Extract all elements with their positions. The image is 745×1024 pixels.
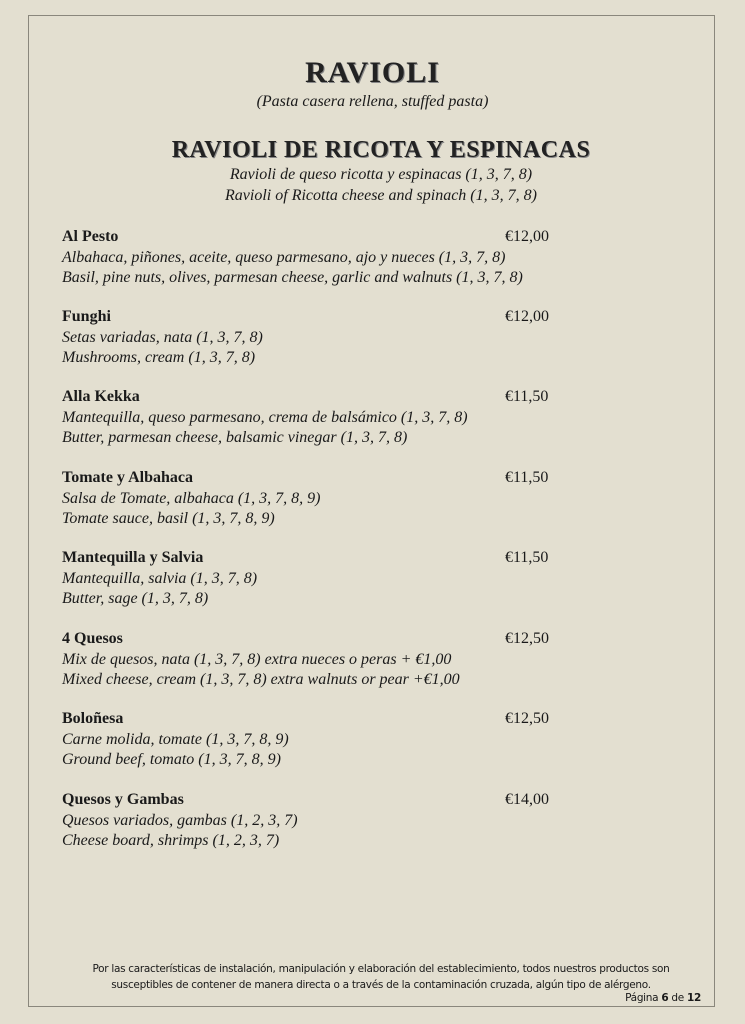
menu-item-name: Alla Kekka [62, 388, 140, 405]
menu-item [62, 468, 582, 530]
menu-item-desc-en: Basil, pine nuts, olives, parmesan cheese, garlic and walnuts (1, 3, 7, 8) [62, 269, 523, 286]
section-desc-en: Ravioli of Ricotta cheese and spinach (1, 3, 7, 8) [225, 187, 537, 204]
menu-item-desc-es: Mix de quesos, nata (1, 3, 7, 8) extra nueces o peras + €1,00 [62, 650, 452, 668]
menu-item-desc-es: Carne molida, tomate (1, 3, 7, 8, 9) [62, 730, 289, 748]
menu-item-desc-en: Tomate sauce, basil (1, 3, 7, 8, 9) [62, 510, 275, 527]
menu-item [62, 548, 582, 610]
menu-item-name: Funghi [62, 308, 111, 325]
section-title: RAVIOLI DE RICOTA Y ESPINACAS [171, 137, 591, 163]
menu-item-name: Al Pesto [62, 228, 119, 245]
menu-item [62, 790, 582, 852]
menu-item-name: 4 Quesos [62, 630, 123, 647]
menu-item-name: Tomate y Albahaca [62, 469, 193, 486]
allergen-notice-line2: susceptibles de contener de manera directa o a través de la contaminación cruzada, algún tipo de alérgeno. [111, 979, 651, 991]
menu-item [62, 629, 582, 691]
menu-item [62, 307, 582, 369]
allergen-notice-line1: Por las características de instalación, manipulación y elaboración del establecimiento, todos nuestros productos son [92, 963, 670, 975]
menu-item-desc-en: Cheese board, shrimps (1, 2, 3, 7) [62, 832, 280, 849]
menu-item-price: €12,00 [505, 308, 549, 325]
menu-item-price: €11,50 [505, 549, 549, 566]
menu-item-desc-es: Albahaca, piñones, aceite, queso parmesano, ajo y nueces (1, 3, 7, 8) [62, 248, 506, 266]
menu-item [62, 709, 582, 771]
menu-item-desc-es: Setas variadas, nata (1, 3, 7, 8) [62, 328, 263, 346]
page-label: Página [625, 992, 659, 1004]
page-current: 6 [661, 992, 669, 1004]
page-total: 12 [686, 992, 701, 1004]
menu-item-desc-es: Salsa de Tomate, albahaca (1, 3, 7, 8, 9) [62, 489, 321, 507]
menu-item-price: €12,50 [505, 710, 549, 727]
allergen-notice [0, 961, 745, 993]
menu-item-desc-es: Quesos variados, gambas (1, 2, 3, 7) [62, 811, 298, 829]
menu-item-price: €11,50 [505, 469, 549, 486]
menu-item-desc-es: Mantequilla, queso parmesano, crema de balsámico (1, 3, 7, 8) [62, 408, 468, 426]
menu-item-desc-en: Mushrooms, cream (1, 3, 7, 8) [62, 349, 256, 366]
menu-item [62, 387, 582, 449]
menu-item-name: Quesos y Gambas [62, 791, 184, 808]
menu-item-desc-en: Butter, sage (1, 3, 7, 8) [62, 590, 209, 607]
page-title: RAVIOLI [305, 56, 440, 89]
section-desc-es: Ravioli de queso ricotta y espinacas (1, 3, 7, 8) [229, 166, 533, 183]
menu-item [62, 227, 582, 289]
menu-item-price: €12,50 [505, 630, 549, 647]
menu-item-price: €12,00 [505, 228, 549, 245]
menu-item-desc-es: Mantequilla, salvia (1, 3, 7, 8) [62, 569, 258, 587]
menu-item-name: Mantequilla y Salvia [62, 549, 204, 566]
menu-item-name: Boloñesa [62, 710, 124, 727]
menu-item-desc-en: Mixed cheese, cream (1, 3, 7, 8) extra walnuts or pear +€1,00 [62, 671, 460, 688]
page-of: de [671, 992, 684, 1004]
menu-item-price: €11,50 [505, 388, 549, 405]
menu-item-desc-en: Butter, parmesan cheese, balsamic vinegar (1, 3, 7, 8) [62, 429, 408, 446]
page-subtitle: (Pasta casera rellena, stuffed pasta) [256, 93, 489, 110]
menu-item-price: €14,00 [505, 791, 549, 808]
menu-item-desc-en: Ground beef, tomato (1, 3, 7, 8, 9) [62, 751, 281, 768]
page-number [625, 992, 701, 1004]
